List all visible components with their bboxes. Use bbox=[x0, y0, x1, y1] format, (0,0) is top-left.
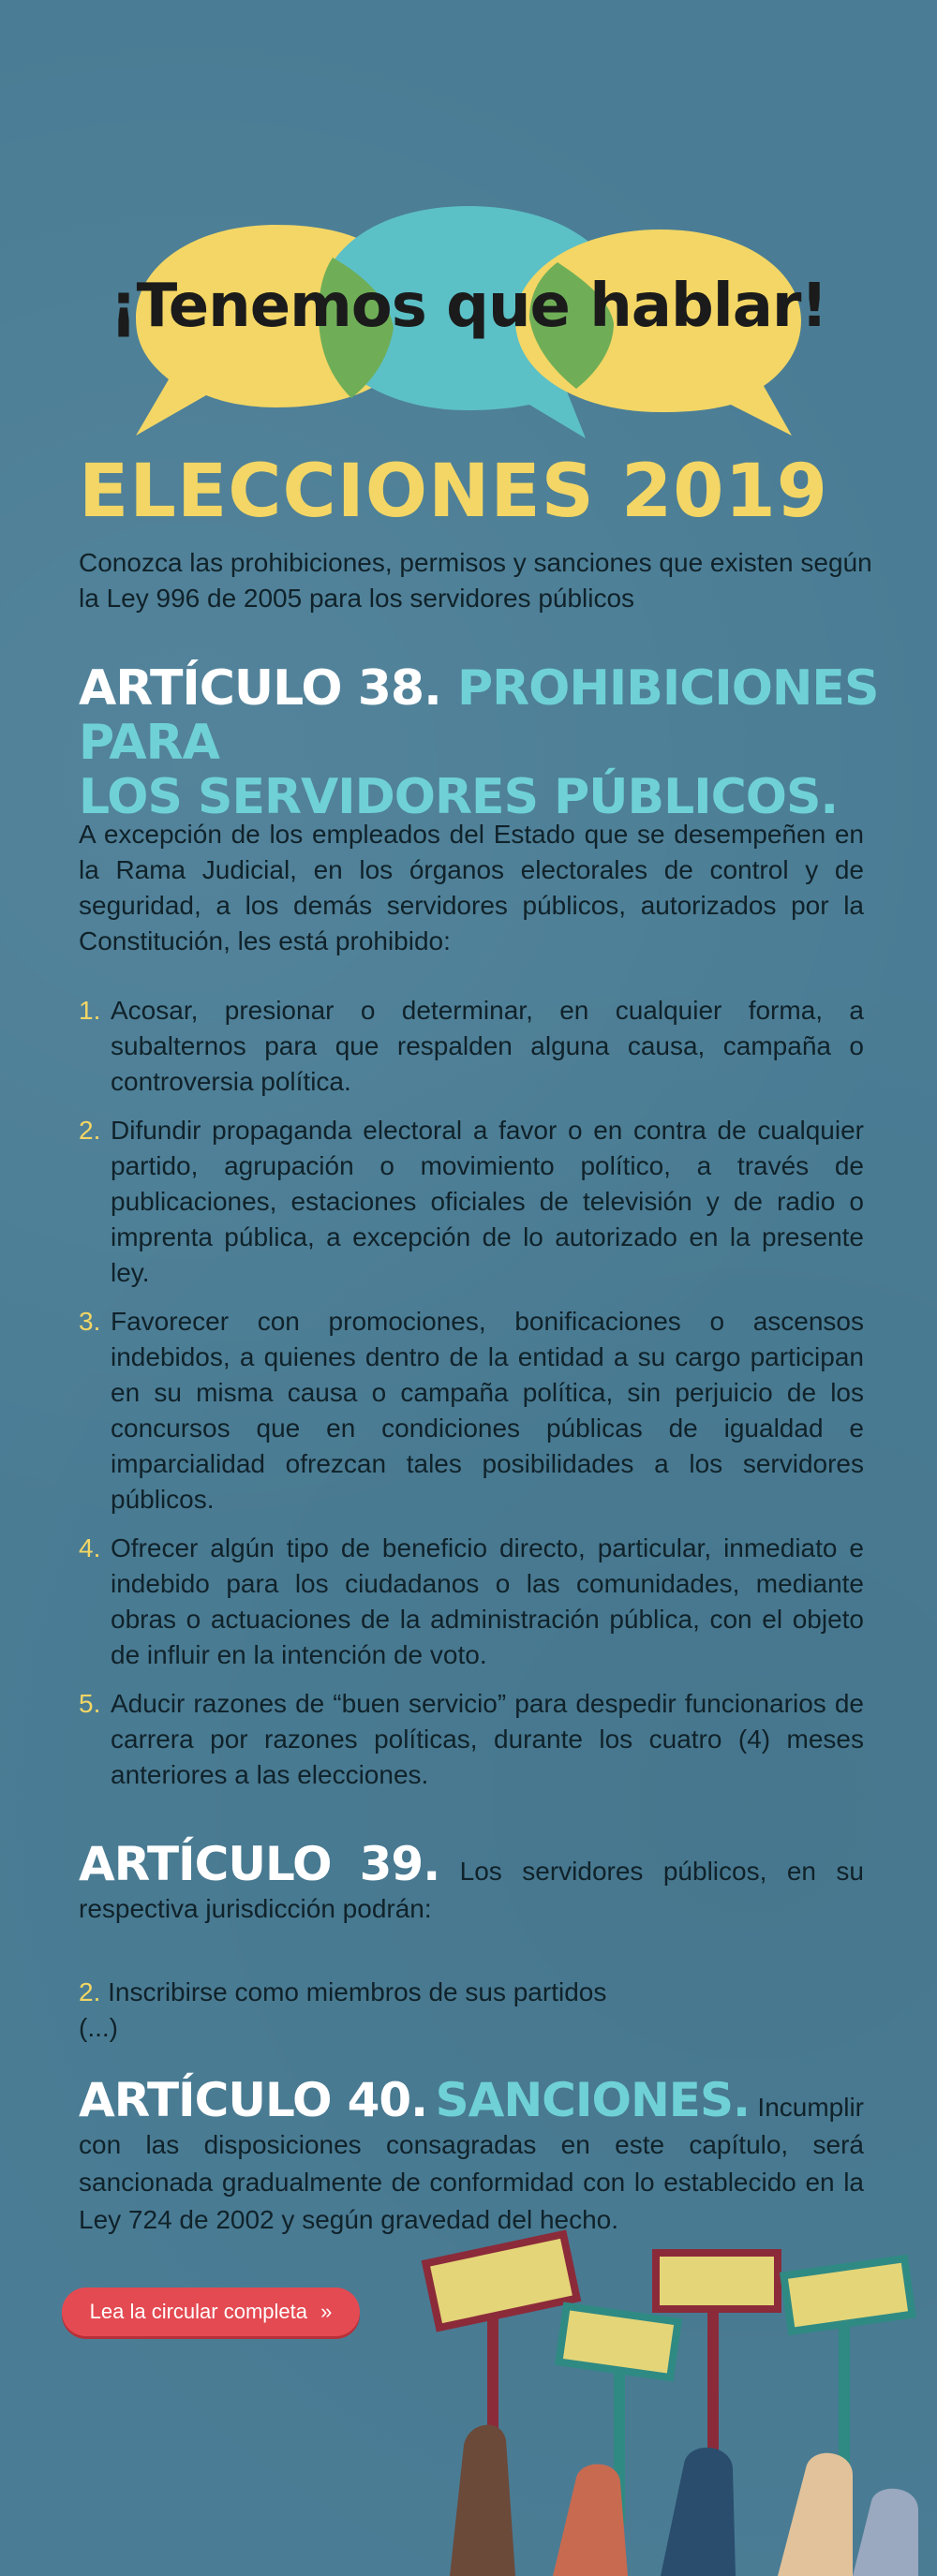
list-item-text: Aducir razones de “buen servicio” para despedir funcionarios de carrera por razones políticas, durante los cuatro (4) meses anteriores a las elecciones. bbox=[111, 1689, 864, 1789]
arm bbox=[450, 2425, 515, 2576]
list-item-text: Favorecer con promociones, bonificaciones o ascensos indebidos, a quienes dentro de la entidad a su cargo participan en su misma causa o campaña política, sin perjuicio de los concursos que en condiciones públicas de igualdad e imparcialidad ofrezcan tales posibilidades a los servidores públicos. bbox=[111, 1307, 864, 1514]
list-item-text: Inscribirse como miembros de sus partidos bbox=[108, 1977, 607, 2006]
article-38-intro: A excepción de los empleados del Estado que se desempeñen en la Rama Judicial, en los órganos electorales de control y de seguridad, a los demás servidores públicos, autorizados por la Constitución, les está prohibido: bbox=[79, 820, 864, 955]
article-38-label: ARTÍCULO 38. bbox=[79, 660, 441, 717]
list-number: 5. bbox=[79, 1689, 101, 1718]
list-number: 3. bbox=[79, 1307, 101, 1336]
article-38-heading-part2: LOS SERVIDORES PÚBLICOS. bbox=[79, 769, 839, 825]
article-40-label: ARTÍCULO 40. bbox=[79, 2073, 428, 2127]
list-item-text: Acosar, presionar o determinar, en cualquier forma, a subalternos para que respalden alguna causa, campaña o controversia política. bbox=[111, 996, 864, 1096]
protest-sign bbox=[656, 2253, 778, 2309]
article-39-item bbox=[79, 1975, 864, 2046]
article-39-label: ARTÍCULO 39. bbox=[79, 1837, 440, 1891]
list-item bbox=[79, 993, 864, 1100]
list-number: 1. bbox=[79, 996, 101, 1025]
article-40-paragraph bbox=[79, 2073, 865, 2239]
list-item bbox=[79, 1113, 864, 1291]
protest-sign bbox=[558, 2306, 677, 2377]
article-38-heading bbox=[79, 661, 937, 824]
list-item bbox=[79, 1686, 864, 1793]
list-item-text: Ofrecer algún tipo de beneficio directo, particular, inmediato e indebido para los ciudadanos o las comunidades, mediante obras o actuaciones de la administración pública, con el objeto de influir en la intención de voto. bbox=[111, 1533, 864, 1669]
article-40-heading: SANCIONES. bbox=[435, 2073, 750, 2127]
arm bbox=[553, 2465, 628, 2576]
cta-label: Lea la circular completa bbox=[89, 2300, 307, 2323]
ellipsis: (...) bbox=[79, 2013, 118, 2042]
list-item bbox=[79, 1304, 864, 1517]
protest-sign bbox=[783, 2258, 912, 2332]
list-number: 2. bbox=[79, 1116, 101, 1145]
article-39-text: Los servidores públicos, en su respectiva jurisdicción podrán: bbox=[79, 1857, 864, 1923]
arm bbox=[661, 2448, 736, 2576]
arm bbox=[853, 2489, 918, 2576]
list-number: 4. bbox=[79, 1533, 101, 1562]
double-chevron-right-icon: » bbox=[320, 2300, 333, 2323]
page-subtitle: Conozca las prohibiciones, permisos y sanciones que existen según la Ley 996 de 2005 para los servidores públicos bbox=[79, 548, 872, 613]
article-38-heading-part1: PROHIBICIONES PARA bbox=[79, 660, 879, 771]
protest-hands-illustration bbox=[412, 2229, 937, 2576]
page-title: ELECCIONES 2019 bbox=[79, 450, 829, 534]
article-39-paragraph bbox=[79, 1837, 864, 1928]
article-40-text: Incumplir con las disposiciones consagradas en este capítulo, será sancionada gradualmente de conformidad con lo establecido en la Ley 724 de 2002 y según gravedad del hecho. bbox=[79, 2093, 865, 2234]
brand-slogan: ¡Tenemos que hablar! bbox=[110, 272, 827, 341]
protest-sign bbox=[425, 2234, 576, 2328]
list-number: 2. bbox=[79, 1977, 101, 2006]
list-item-text: Difundir propaganda electoral a favor o en contra de cualquier partido, agrupación o movimiento político, a través de publicaciones, estaciones oficiales de televisión y de radio o imprenta pública, a excepción de lo autorizado en la presente ley. bbox=[111, 1116, 864, 1287]
read-full-circular-button[interactable] bbox=[62, 2287, 360, 2336]
article-38-list bbox=[79, 993, 864, 1806]
arm bbox=[778, 2453, 853, 2576]
list-item bbox=[79, 1531, 864, 1673]
